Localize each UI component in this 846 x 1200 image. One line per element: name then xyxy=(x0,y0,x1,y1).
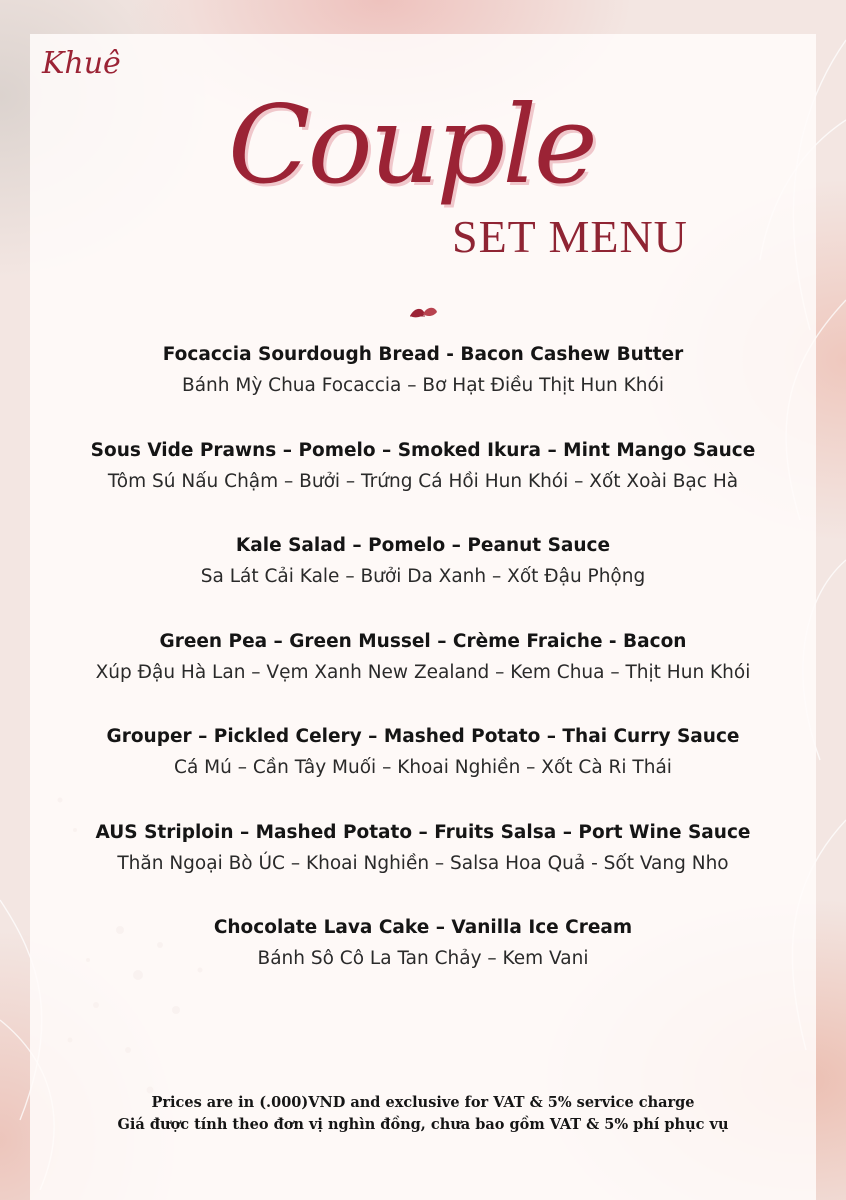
dish-name-en: Kale Salad – Pomelo – Peanut Sauce xyxy=(235,535,611,556)
dish-name-en: AUS Striploin – Mashed Potato – Fruits Salsa – Port Wine Sauce xyxy=(95,821,751,843)
dish-name-vi: Tôm Sú Nấu Chậm – Bưởi – Trứng Cá Hồi Hun Khói – Xốt Xoài Bạc Hà xyxy=(107,470,739,492)
title-script: Couple xyxy=(228,83,595,208)
dish-name-vi: Sa Lát Cải Kale – Bưởi Da Xanh – Xốt Đậu Phộng xyxy=(200,566,646,587)
dish-name-en: Grouper – Pickled Celery – Mashed Potato – Thai Curry Sauce xyxy=(106,726,740,747)
leaf-icon xyxy=(406,302,440,326)
menu-list xyxy=(0,340,846,1009)
price-note xyxy=(0,1092,846,1136)
menu-title xyxy=(0,0,846,300)
brand-logo: Khuê xyxy=(42,46,121,81)
dish-name-vi: Xúp Đậu Hà Lan – Vẹm Xanh New Zealand – Kem Chua – Thịt Hun Khói xyxy=(95,661,751,683)
price-note-en: Prices are in (.000)VND and exclusive for VAT & 5% service charge xyxy=(151,1094,695,1111)
dish-name-vi: Thăn Ngoại Bò ÚC – Khoai Nghiền – Salsa Hoa Quả - Sốt Vang Nho xyxy=(117,852,729,874)
dish-name-en: Chocolate Lava Cake – Vanilla Ice Cream xyxy=(213,917,633,938)
dish-name-vi: Bánh Mỳ Chua Focaccia – Bơ Hạt Điều Thịt Hun Khói xyxy=(182,375,664,396)
menu-item xyxy=(0,722,846,818)
dish-name-vi: Cá Mú – Cần Tây Muối – Khoai Nghiền – Xốt Cà Ri Thái xyxy=(174,757,672,778)
menu-item xyxy=(0,913,846,1009)
menu-item xyxy=(0,531,846,627)
dish-name-en: Sous Vide Prawns – Pomelo – Smoked Ikura – Mint Mango Sauce xyxy=(90,439,756,461)
dish-name-en: Green Pea – Green Mussel – Crème Fraiche - Bacon xyxy=(159,630,687,652)
menu-item xyxy=(0,340,846,436)
title-subtitle: SET MENU xyxy=(452,211,688,262)
price-note-vi: Giá được tính theo đơn vị nghìn đồng, chưa bao gồm VAT & 5% phí phục vụ xyxy=(117,1116,729,1133)
menu-item xyxy=(0,818,846,914)
menu-item xyxy=(0,436,846,532)
dish-name-en: Focaccia Sourdough Bread - Bacon Cashew Butter xyxy=(162,344,684,365)
menu-item xyxy=(0,627,846,723)
dish-name-vi: Bánh Sô Cô La Tan Chảy – Kem Vani xyxy=(257,948,589,969)
